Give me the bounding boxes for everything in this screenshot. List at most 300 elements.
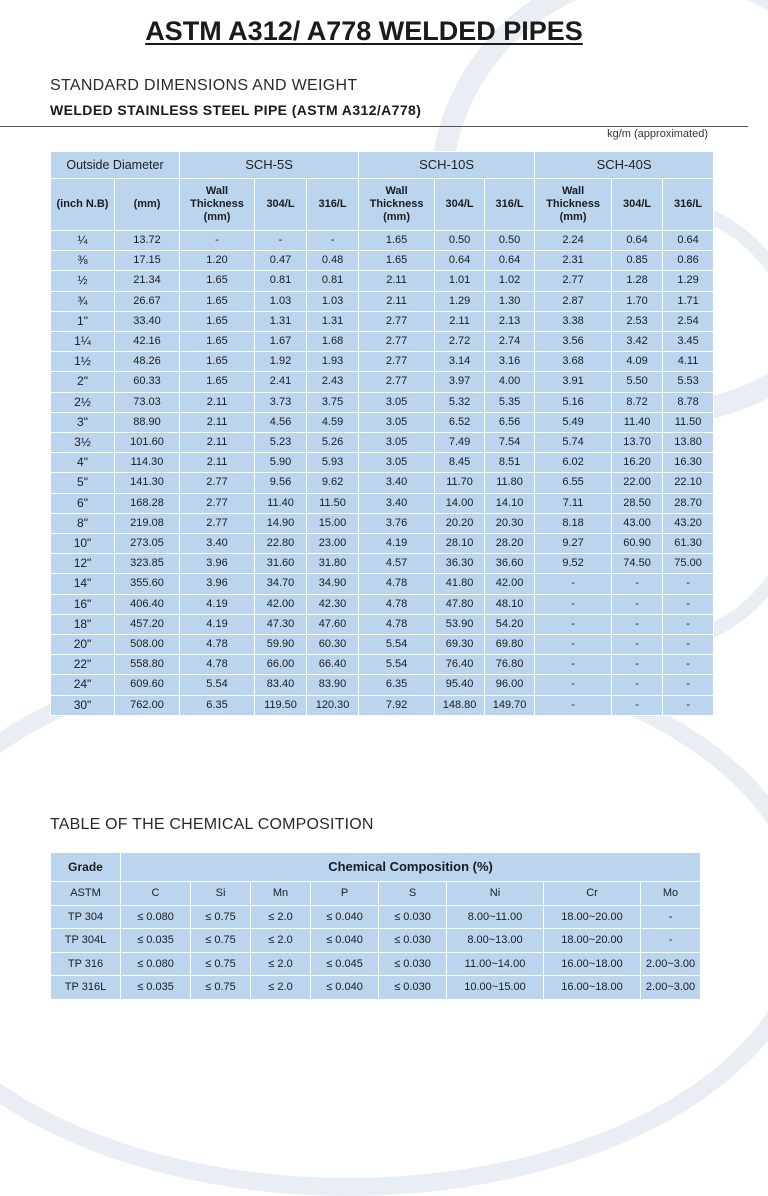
table-cell: 20" (51, 635, 115, 655)
table-cell: 2.77 (359, 352, 435, 372)
table-cell: 3.05 (359, 433, 435, 453)
header-inch-nb: (inch N.B) (51, 179, 115, 231)
table-cell: TP 304 (51, 905, 121, 929)
table-cell: 42.16 (115, 332, 180, 352)
table-cell: 1.03 (307, 291, 359, 311)
section-subtitle: STANDARD DIMENSIONS AND WEIGHT (50, 77, 358, 94)
table-cell: 43.20 (663, 513, 714, 533)
table-cell: - (535, 675, 612, 695)
table-cell: 3.42 (612, 332, 663, 352)
table-cell: 2.77 (180, 473, 255, 493)
table-cell: 42.30 (307, 594, 359, 614)
table-cell: 8.00~11.00 (447, 905, 544, 929)
table-cell: 7.54 (485, 433, 535, 453)
table-cell: ≤ 0.030 (379, 905, 447, 929)
table-cell: 0.50 (485, 231, 535, 251)
table-cell: 3.68 (535, 352, 612, 372)
table-cell: 558.80 (115, 655, 180, 675)
table-cell: 22.10 (663, 473, 714, 493)
table-cell: 60.33 (115, 372, 180, 392)
page-title: ASTM A312/ A778 WELDED PIPES (145, 16, 583, 46)
table-cell: 762.00 (115, 695, 180, 715)
table-cell: 6.56 (485, 412, 535, 432)
table-cell: 5.32 (435, 392, 485, 412)
table-cell: 4.59 (307, 412, 359, 432)
table-cell: 1.65 (359, 251, 435, 271)
table-cell: 22.80 (255, 534, 307, 554)
table-cell: 28.20 (485, 534, 535, 554)
table-cell: 11.00~14.00 (447, 952, 544, 976)
table-cell: 1.65 (180, 291, 255, 311)
table-cell: 2.77 (359, 332, 435, 352)
table-cell: TP 304L (51, 929, 121, 953)
table-cell: ≤ 0.040 (311, 976, 379, 1000)
table-cell: 2.77 (535, 271, 612, 291)
table-cell: 2.24 (535, 231, 612, 251)
table-cell: 1" (51, 311, 115, 331)
table-cell: 114.30 (115, 453, 180, 473)
column-header: Ni (447, 882, 544, 906)
table-cell: 47.30 (255, 614, 307, 634)
table-cell: - (535, 614, 612, 634)
table-cell: 4.00 (485, 372, 535, 392)
table-cell: 7.49 (435, 433, 485, 453)
table-cell: 4.19 (359, 534, 435, 554)
table-cell: 33.40 (115, 311, 180, 331)
table-cell: ≤ 0.045 (311, 952, 379, 976)
table-cell: 7.11 (535, 493, 612, 513)
table-cell: 8.45 (435, 453, 485, 473)
table-row (51, 433, 714, 453)
table-cell: ½ (51, 271, 115, 291)
table-cell: 2.41 (255, 372, 307, 392)
table-cell: 13.80 (663, 433, 714, 453)
table-cell: 30" (51, 695, 115, 715)
table-cell: 0.64 (485, 251, 535, 271)
table-cell: ≤ 0.040 (311, 929, 379, 953)
header-316l: 316/L (663, 179, 714, 231)
table-cell: - (663, 614, 714, 634)
table-cell: 1.31 (307, 311, 359, 331)
table-cell: - (180, 231, 255, 251)
table-row (51, 493, 714, 513)
table-cell: 42.00 (255, 594, 307, 614)
table-cell: - (641, 929, 701, 953)
table-cell: 3½ (51, 433, 115, 453)
table-cell: 9.27 (535, 534, 612, 554)
table-cell: 0.64 (663, 231, 714, 251)
table-cell: 2.54 (663, 311, 714, 331)
column-header: ASTM (51, 882, 121, 906)
table-cell: 76.80 (485, 655, 535, 675)
table-cell: ≤ 0.035 (121, 929, 191, 953)
table-cell: 5.54 (359, 655, 435, 675)
table-row (51, 976, 701, 1000)
table-row (51, 534, 714, 554)
table-row (51, 231, 714, 251)
table-row (51, 655, 714, 675)
table-cell: 59.90 (255, 635, 307, 655)
table-cell: 47.80 (435, 594, 485, 614)
chemical-composition-table (50, 852, 701, 1000)
table-cell: 3.40 (359, 473, 435, 493)
table-row (51, 412, 714, 432)
table-cell: ≤ 0.080 (121, 952, 191, 976)
table-cell: 22.00 (612, 473, 663, 493)
header-sch40s: SCH-40S (535, 152, 714, 179)
table-cell: 88.90 (115, 412, 180, 432)
table-cell: 101.60 (115, 433, 180, 453)
table-cell: 23.00 (307, 534, 359, 554)
header-outside-diameter: Outside Diameter (51, 152, 180, 179)
table-row (51, 594, 714, 614)
table-cell: 3.76 (359, 513, 435, 533)
table-cell: ¼ (51, 231, 115, 251)
table-cell: 3" (51, 412, 115, 432)
table-cell: 22" (51, 655, 115, 675)
table-cell: 11.70 (435, 473, 485, 493)
header-316l: 316/L (307, 179, 359, 231)
header-304l: 304/L (612, 179, 663, 231)
table-cell: 8.18 (535, 513, 612, 533)
table-cell: 5.54 (180, 675, 255, 695)
table-cell: 10.00~15.00 (447, 976, 544, 1000)
table-row (51, 952, 701, 976)
table-cell: 0.81 (255, 271, 307, 291)
table-cell: ≤ 0.040 (311, 905, 379, 929)
table-cell: 11.40 (255, 493, 307, 513)
table-cell: ≤ 0.75 (191, 976, 251, 1000)
table-cell: 5.26 (307, 433, 359, 453)
table-cell: 4.78 (359, 614, 435, 634)
table-cell: 5.54 (359, 635, 435, 655)
table-cell: - (612, 574, 663, 594)
table-cell: 3.91 (535, 372, 612, 392)
table-cell: 0.81 (307, 271, 359, 291)
table-cell: 4.78 (359, 594, 435, 614)
table-cell: 3.38 (535, 311, 612, 331)
table-cell: 4.19 (180, 594, 255, 614)
table-cell: 16" (51, 594, 115, 614)
table-cell: 16.00~18.00 (544, 976, 641, 1000)
column-header: C (121, 882, 191, 906)
table-cell: 0.85 (612, 251, 663, 271)
table-cell: 149.70 (485, 695, 535, 715)
table-cell: 14.00 (435, 493, 485, 513)
column-header: S (379, 882, 447, 906)
table-cell: 34.70 (255, 574, 307, 594)
table-cell: 66.40 (307, 655, 359, 675)
table-cell: 4.78 (359, 574, 435, 594)
column-header: P (311, 882, 379, 906)
divider (0, 126, 748, 127)
header-316l: 316/L (485, 179, 535, 231)
table-cell: - (255, 231, 307, 251)
header-chemical-composition: Chemical Composition (%) (121, 853, 701, 882)
table-cell: 1.29 (435, 291, 485, 311)
table-row (51, 929, 701, 953)
table-row (51, 251, 714, 271)
table-cell: 24" (51, 675, 115, 695)
table-cell: 20.30 (485, 513, 535, 533)
table-cell: 0.64 (435, 251, 485, 271)
table-cell: 1.65 (180, 352, 255, 372)
table-cell: 95.40 (435, 675, 485, 695)
table-cell: 148.80 (435, 695, 485, 715)
table-cell: 1.01 (435, 271, 485, 291)
table-cell: 60.30 (307, 635, 359, 655)
table-cell: 4.11 (663, 352, 714, 372)
table-cell: 8.78 (663, 392, 714, 412)
table-cell: 16.30 (663, 453, 714, 473)
header-wall-thickness: Wall Thickness (mm) (359, 179, 435, 231)
table-cell: 3.73 (255, 392, 307, 412)
table-cell: 15.00 (307, 513, 359, 533)
table-cell: 2.74 (485, 332, 535, 352)
table-cell: 2.53 (612, 311, 663, 331)
table-cell: 96.00 (485, 675, 535, 695)
table-cell: 4.09 (612, 352, 663, 372)
table-cell: 7.92 (359, 695, 435, 715)
table-cell: 8.51 (485, 453, 535, 473)
table-cell: ≤ 0.035 (121, 976, 191, 1000)
table-cell: 168.28 (115, 493, 180, 513)
table-cell: 2.00~3.00 (641, 952, 701, 976)
table-cell: 2½ (51, 392, 115, 412)
table-cell: 31.80 (307, 554, 359, 574)
table-cell: ≤ 2.0 (251, 976, 311, 1000)
table-cell: 4.78 (180, 635, 255, 655)
table-cell: 5.35 (485, 392, 535, 412)
table-cell: 28.50 (612, 493, 663, 513)
table-cell: 2.11 (180, 433, 255, 453)
table-row (51, 695, 714, 715)
table-cell: 74.50 (612, 554, 663, 574)
table-cell: ≤ 0.030 (379, 929, 447, 953)
section-subtitle-bold: WELDED STAINLESS STEEL PIPE (ASTM A312/A778) (50, 102, 422, 118)
column-header: Cr (544, 882, 641, 906)
table-cell: 1.65 (180, 271, 255, 291)
table-cell: 5.50 (612, 372, 663, 392)
table-cell: 1.65 (359, 231, 435, 251)
table-row (51, 513, 714, 533)
table-cell: 3.05 (359, 412, 435, 432)
table-cell: 41.80 (435, 574, 485, 594)
table-cell: 1.67 (255, 332, 307, 352)
table-cell: 20.20 (435, 513, 485, 533)
unit-note: kg/m (approximated) (607, 128, 708, 140)
table-cell: 73.03 (115, 392, 180, 412)
header-304l: 304/L (255, 179, 307, 231)
table-cell: - (663, 655, 714, 675)
table-row (51, 352, 714, 372)
table-cell: 0.50 (435, 231, 485, 251)
table-cell: - (535, 695, 612, 715)
table-cell: 0.86 (663, 251, 714, 271)
table-row (51, 554, 714, 574)
table-cell: 4.57 (359, 554, 435, 574)
table-cell: 11.80 (485, 473, 535, 493)
table-cell: 2.11 (359, 291, 435, 311)
table-cell: 2.77 (180, 493, 255, 513)
table-cell: 3.05 (359, 453, 435, 473)
table-cell: 75.00 (663, 554, 714, 574)
table-cell: 9.56 (255, 473, 307, 493)
table-cell: 3.96 (180, 574, 255, 594)
table-cell: 36.60 (485, 554, 535, 574)
table-cell: 3.40 (359, 493, 435, 513)
table-cell: 4.56 (255, 412, 307, 432)
table-cell: 0.47 (255, 251, 307, 271)
table-cell: 10" (51, 534, 115, 554)
table-cell: 1.71 (663, 291, 714, 311)
table-row (51, 392, 714, 412)
table-cell: 5.16 (535, 392, 612, 412)
header-sch10s: SCH-10S (359, 152, 535, 179)
table-cell: 2.43 (307, 372, 359, 392)
table-cell: ≤ 0.75 (191, 929, 251, 953)
table-cell: 36.30 (435, 554, 485, 574)
table-row (51, 453, 714, 473)
table-cell: - (535, 594, 612, 614)
dimensions-table (50, 151, 714, 716)
table-cell: 4.19 (180, 614, 255, 634)
table-cell: 1.02 (485, 271, 535, 291)
table-cell: 4" (51, 453, 115, 473)
table-cell: 3.96 (180, 554, 255, 574)
table-cell: 13.70 (612, 433, 663, 453)
dimensions-table-body (51, 231, 714, 716)
table-cell: 2.77 (359, 311, 435, 331)
table-cell: 48.26 (115, 352, 180, 372)
table-cell: 2" (51, 372, 115, 392)
table-cell: 6.52 (435, 412, 485, 432)
table-row (51, 635, 714, 655)
table-cell: 3.05 (359, 392, 435, 412)
table-cell: TP 316 (51, 952, 121, 976)
header-304l: 304/L (435, 179, 485, 231)
table-cell: ≤ 2.0 (251, 952, 311, 976)
table-cell: 355.60 (115, 574, 180, 594)
table-row (51, 271, 714, 291)
table-cell: 1.65 (180, 311, 255, 331)
table-cell: 1.29 (663, 271, 714, 291)
table-cell: 119.50 (255, 695, 307, 715)
table-cell: 47.60 (307, 614, 359, 634)
table-cell: 5" (51, 473, 115, 493)
table-cell: 1.92 (255, 352, 307, 372)
table-cell: ≤ 0.75 (191, 905, 251, 929)
chemical-table-title: TABLE OF THE CHEMICAL COMPOSITION (50, 816, 374, 833)
table-cell: 2.11 (180, 453, 255, 473)
table-cell: 53.90 (435, 614, 485, 634)
table-cell: 1.20 (180, 251, 255, 271)
table-cell: 2.11 (180, 412, 255, 432)
table-cell: 13.72 (115, 231, 180, 251)
table-row (51, 311, 714, 331)
table-cell: 406.40 (115, 594, 180, 614)
table-cell: 11.40 (612, 412, 663, 432)
table-cell: ≤ 0.75 (191, 952, 251, 976)
table-cell: 31.60 (255, 554, 307, 574)
table-cell: 34.90 (307, 574, 359, 594)
header-wall-thickness: Wall Thickness (mm) (180, 179, 255, 231)
column-header: Si (191, 882, 251, 906)
table-cell: 1.03 (255, 291, 307, 311)
table-cell: 3.14 (435, 352, 485, 372)
table-cell: 2.11 (180, 392, 255, 412)
table-cell: 6.02 (535, 453, 612, 473)
table-cell: 3.45 (663, 332, 714, 352)
table-cell: ≤ 0.030 (379, 976, 447, 1000)
table-cell: 17.15 (115, 251, 180, 271)
table-cell: 43.00 (612, 513, 663, 533)
table-cell: 21.34 (115, 271, 180, 291)
header-mm: (mm) (115, 179, 180, 231)
header-sch5s: SCH-5S (180, 152, 359, 179)
table-cell: 5.53 (663, 372, 714, 392)
table-cell: 83.90 (307, 675, 359, 695)
table-cell: 3.75 (307, 392, 359, 412)
table-cell: 42.00 (485, 574, 535, 594)
table-cell: 28.10 (435, 534, 485, 554)
table-cell: 120.30 (307, 695, 359, 715)
table-cell: 273.05 (115, 534, 180, 554)
table-cell: 6.35 (180, 695, 255, 715)
table-cell: 1.28 (612, 271, 663, 291)
table-cell: 609.60 (115, 675, 180, 695)
table-cell: 28.70 (663, 493, 714, 513)
table-cell: 3.16 (485, 352, 535, 372)
table-cell: - (663, 635, 714, 655)
table-cell: 11.50 (307, 493, 359, 513)
table-cell: 3.56 (535, 332, 612, 352)
table-cell: 11.50 (663, 412, 714, 432)
table-cell: 2.87 (535, 291, 612, 311)
table-cell: 83.40 (255, 675, 307, 695)
table-cell: 2.77 (180, 513, 255, 533)
table-cell: 0.48 (307, 251, 359, 271)
chemical-table-body (51, 905, 701, 999)
table-cell: ≤ 2.0 (251, 929, 311, 953)
table-cell: - (612, 614, 663, 634)
header-wall-thickness: Wall Thickness (mm) (535, 179, 612, 231)
table-cell: 6.55 (535, 473, 612, 493)
table-cell: 12" (51, 554, 115, 574)
table-cell: 2.11 (359, 271, 435, 291)
table-cell: 2.13 (485, 311, 535, 331)
table-cell: ⅜ (51, 251, 115, 271)
table-cell: 5.23 (255, 433, 307, 453)
table-cell: - (612, 695, 663, 715)
table-cell: 2.11 (435, 311, 485, 331)
table-cell: - (663, 594, 714, 614)
table-cell: TP 316L (51, 976, 121, 1000)
table-cell: 5.49 (535, 412, 612, 432)
column-header: Mn (251, 882, 311, 906)
table-cell: - (612, 594, 663, 614)
table-cell: 6" (51, 493, 115, 513)
table-cell: 1.65 (180, 372, 255, 392)
table-cell: 2.31 (535, 251, 612, 271)
table-cell: - (535, 635, 612, 655)
table-cell: 8.00~13.00 (447, 929, 544, 953)
table-cell: - (641, 905, 701, 929)
table-cell: 14.90 (255, 513, 307, 533)
table-cell: ¾ (51, 291, 115, 311)
table-cell: 18.00~20.00 (544, 905, 641, 929)
table-cell: 16.00~18.00 (544, 952, 641, 976)
